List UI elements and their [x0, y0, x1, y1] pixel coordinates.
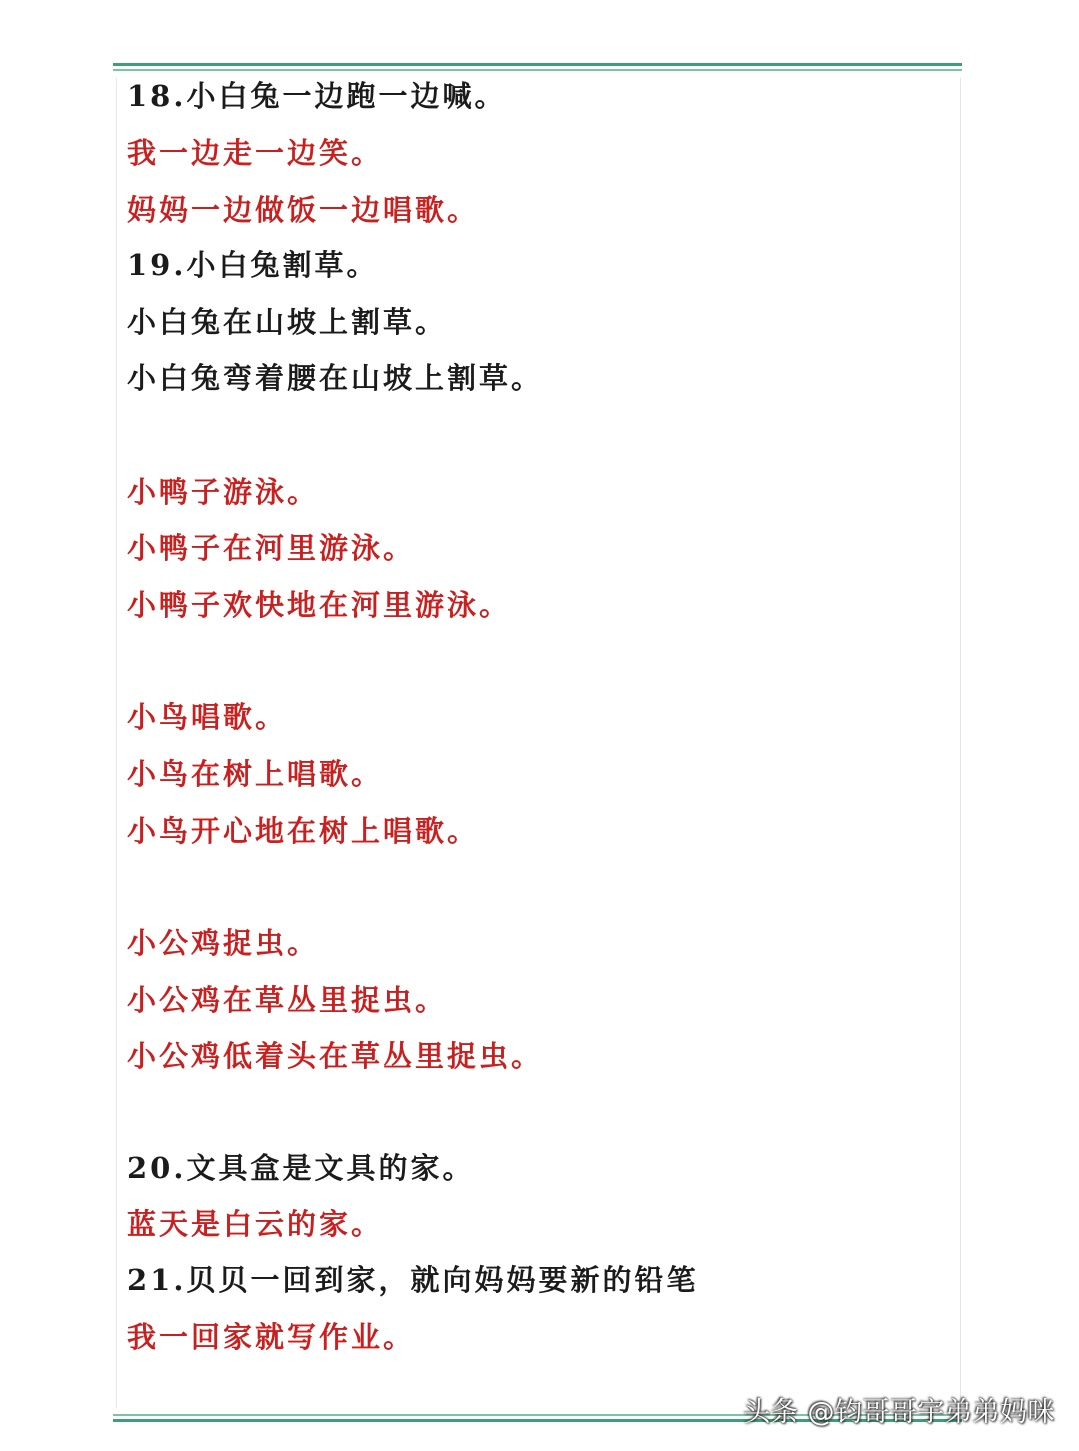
sentence-20-answer: 蓝天是白云的家。 [127, 1207, 384, 1241]
sentence-18-answer-1: 我一边走一边笑。 [127, 136, 384, 170]
bird-sentence-1: 小鸟唱歌。 [127, 700, 288, 734]
rooster-sentence-3: 小公鸡低着头在草丛里捉虫。 [127, 1039, 544, 1073]
duck-sentence-1: 小鸭子游泳。 [127, 475, 320, 509]
sentence-19-example-1: 小白兔在山坡上割草。 [127, 305, 448, 339]
sentence-21-prompt: 21.贝贝一回到家，就向妈妈要新的铅笔 [127, 1263, 699, 1297]
sentence-21-answer: 我一回家就写作业。 [127, 1320, 416, 1354]
right-border-line [960, 78, 961, 1408]
duck-sentence-3: 小鸭子欢快地在河里游泳。 [127, 588, 512, 622]
rooster-sentence-2: 小公鸡在草丛里捉虫。 [127, 983, 448, 1017]
watermark-text: 头条 @钧哥哥宇弟弟妈咪 [743, 1397, 1055, 1428]
rooster-sentence-1: 小公鸡捉虫。 [127, 926, 320, 960]
bird-sentence-3: 小鸟开心地在树上唱歌。 [127, 814, 480, 848]
sentence-19-prompt: 19.小白兔割草。 [127, 248, 379, 282]
bird-sentence-2: 小鸟在树上唱歌。 [127, 757, 384, 791]
left-border-line [116, 78, 117, 1408]
sentence-18-answer-2: 妈妈一边做饭一边唱歌。 [127, 193, 480, 227]
sentence-18-prompt: 18.小白兔一边跑一边喊。 [127, 79, 507, 113]
top-border-rule [113, 63, 962, 71]
sentence-20-prompt: 20.文具盒是文具的家。 [127, 1151, 475, 1185]
sentence-19-example-2: 小白兔弯着腰在山坡上割草。 [127, 361, 544, 395]
duck-sentence-2: 小鸭子在河里游泳。 [127, 531, 416, 565]
